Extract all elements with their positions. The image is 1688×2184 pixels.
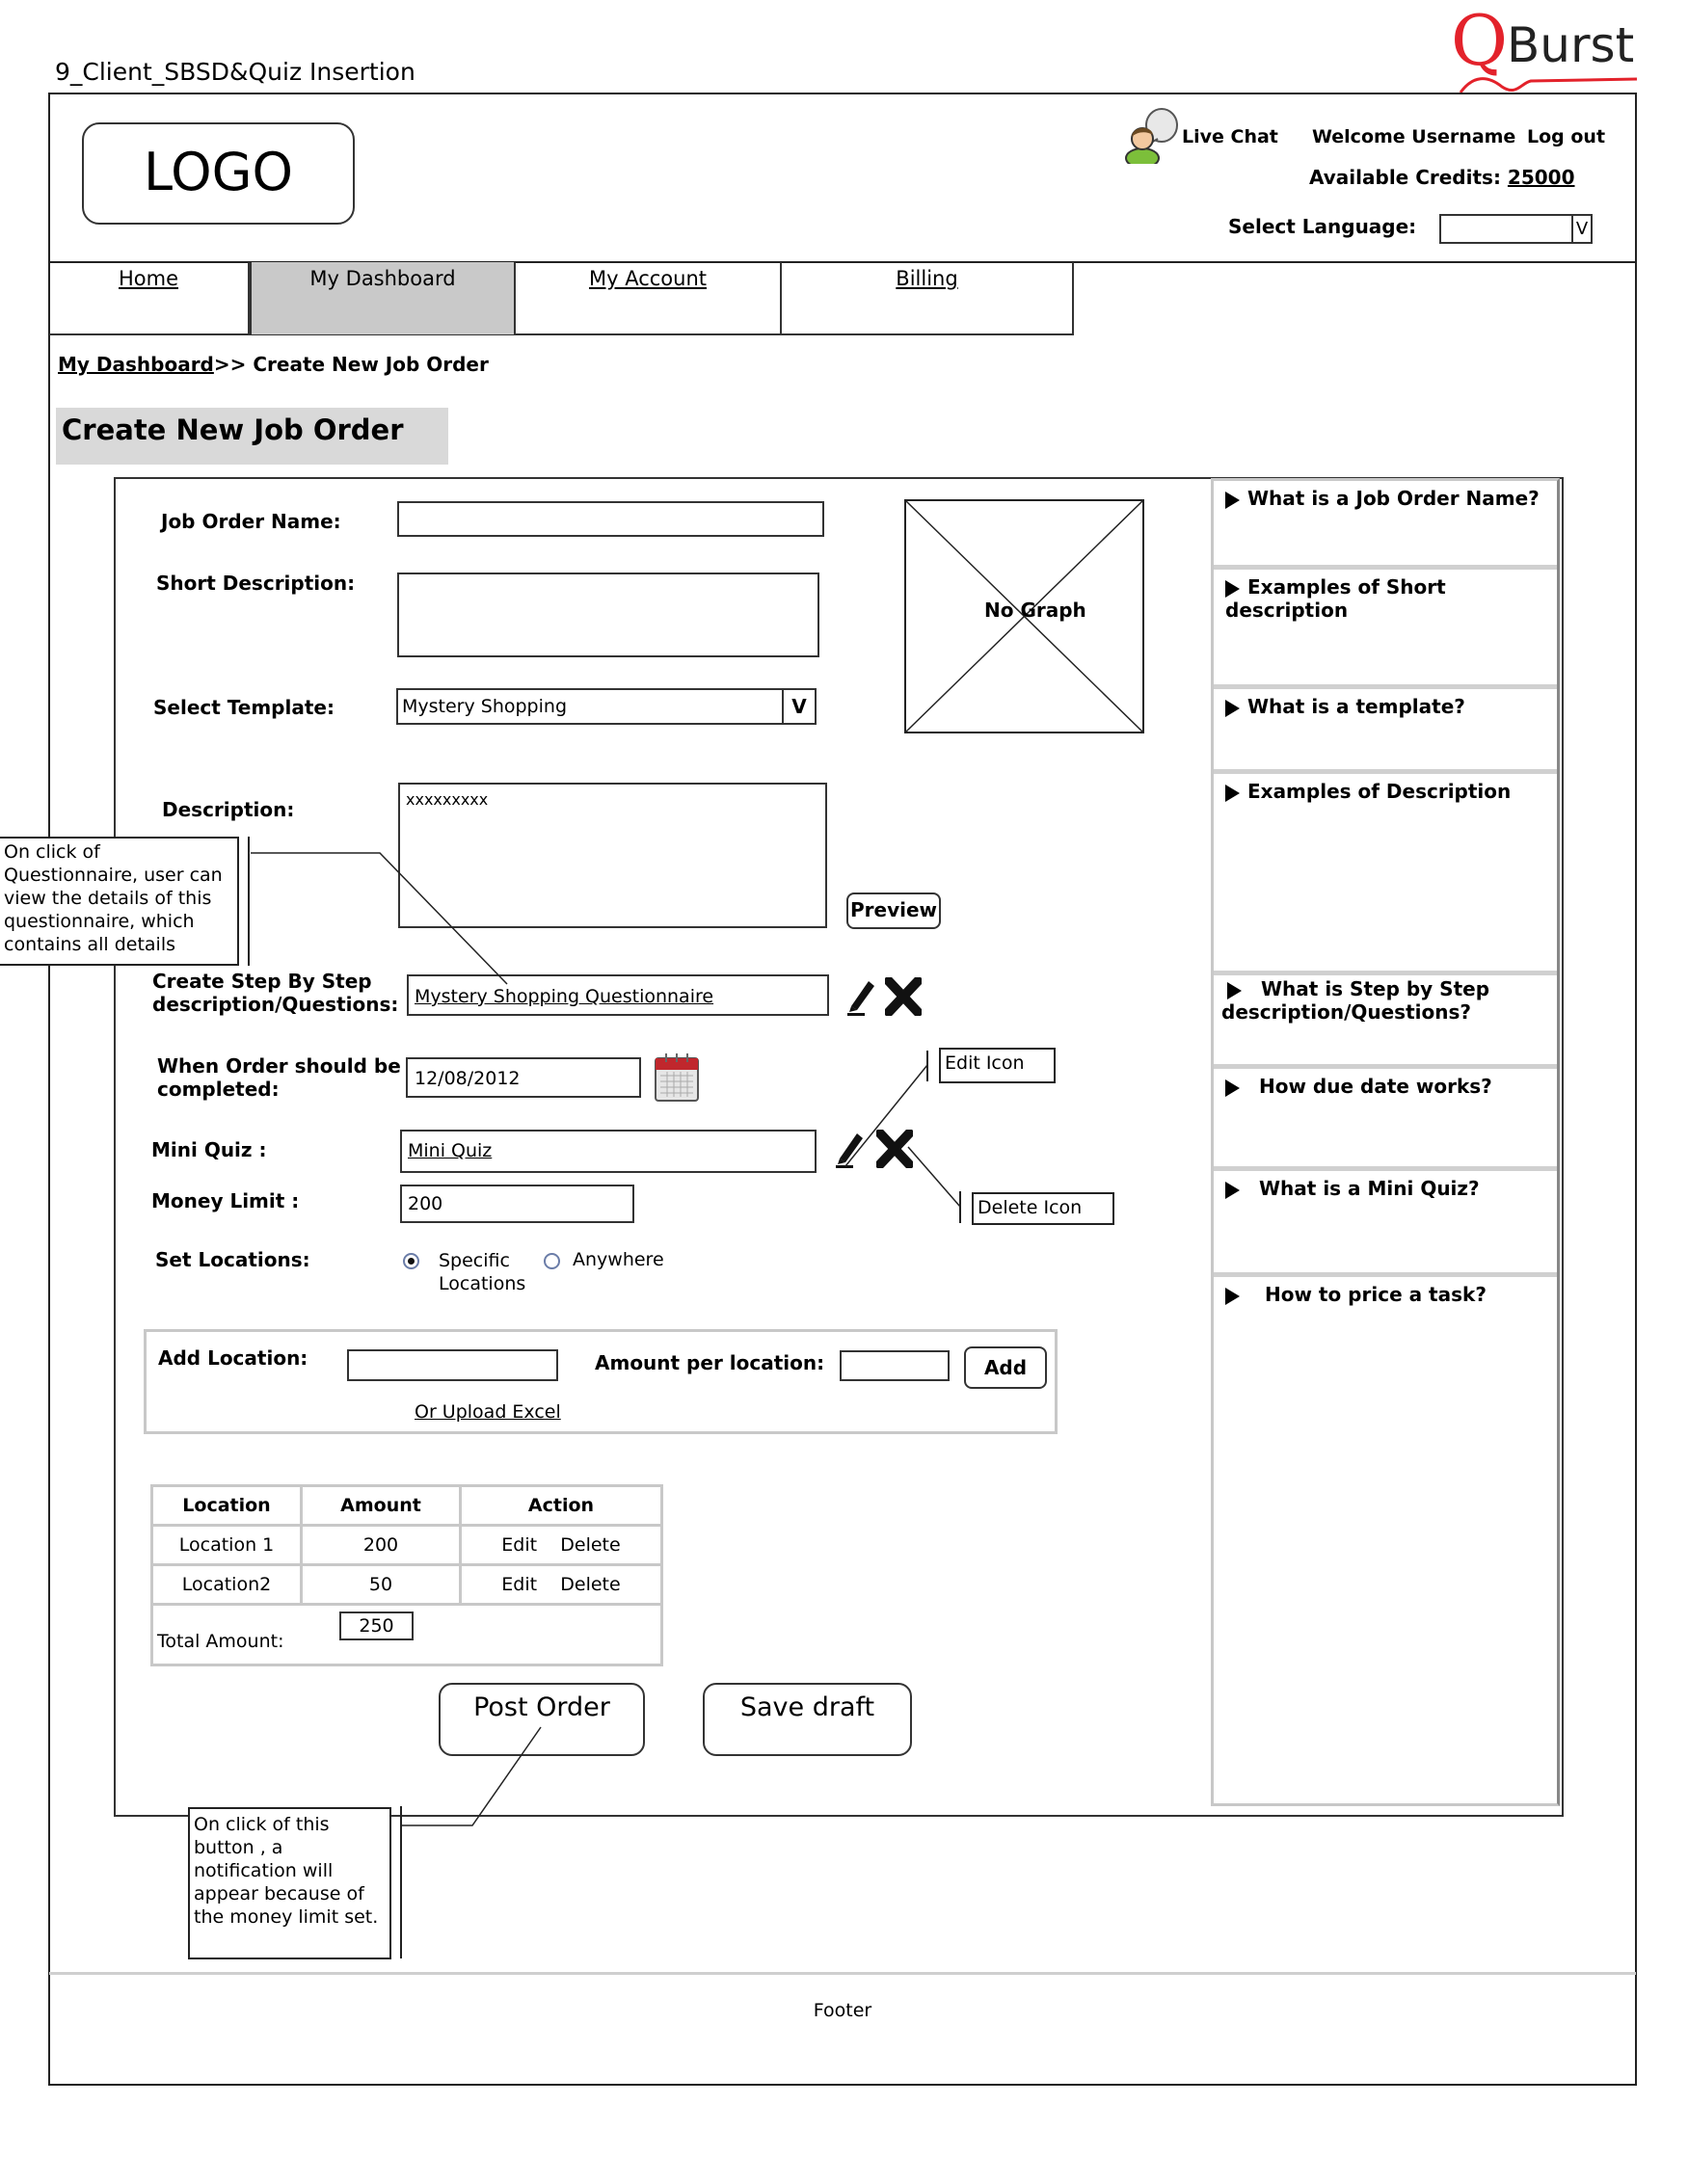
delete-link[interactable]: Delete (560, 1574, 621, 1595)
mini-quiz-link[interactable]: Mini Quiz (408, 1140, 493, 1161)
edit-pencil-icon[interactable] (845, 977, 876, 1016)
logout-link[interactable]: Log out (1527, 126, 1606, 147)
note-line: button , a (194, 1837, 283, 1858)
breadcrumb-current: Create New Job Order (246, 353, 489, 376)
post-order-annotation (188, 1807, 391, 1959)
nav-tab-home-label: Home (118, 267, 178, 290)
expand-arrow-icon (1225, 700, 1240, 717)
radio-selected-dot (408, 1258, 415, 1265)
delete-x-icon[interactable] (885, 977, 922, 1016)
set-locations-label: Set Locations: (155, 1248, 310, 1271)
due-date-label-line1: When Order should be (157, 1054, 401, 1078)
radio-specific-line1: Specific (439, 1250, 510, 1271)
logo-placeholder: LOGO (82, 122, 355, 225)
amount-cell: 200 (302, 1526, 461, 1565)
post-order-button[interactable]: Post Order (439, 1683, 645, 1756)
radio-specific-locations-label (439, 1249, 525, 1295)
nav-tab-my-account-label: My Account (588, 267, 707, 290)
qburst-swoosh-icon (1459, 66, 1637, 94)
total-amount-value: 250 (339, 1611, 414, 1640)
footer: Footer (813, 2000, 872, 2021)
help-item-label: Examples of Short description (1225, 575, 1446, 622)
help-item-label: How due date works? (1259, 1075, 1492, 1098)
edit-link[interactable]: Edit (501, 1574, 538, 1595)
mini-quiz-field (400, 1130, 817, 1173)
live-chat-icon[interactable] (1123, 108, 1181, 164)
money-limit-label: Money Limit : (151, 1189, 300, 1212)
help-item-short-description[interactable] (1214, 570, 1557, 689)
note-line: appear because of (194, 1883, 364, 1904)
amount-per-location-input[interactable] (840, 1350, 950, 1381)
add-location-panel (144, 1329, 1058, 1434)
table-header-row (152, 1486, 662, 1526)
help-item-due-date[interactable] (1214, 1069, 1557, 1171)
help-item-label: How to price a task? (1265, 1283, 1487, 1306)
total-amount-label: Total Amount: (157, 1631, 284, 1652)
available-credits (1309, 166, 1575, 189)
col-header-amount: Amount (302, 1486, 461, 1526)
chevron-down-icon[interactable]: V (1571, 216, 1591, 242)
help-item-price-task[interactable] (1214, 1277, 1557, 1803)
expand-arrow-icon (1225, 1182, 1240, 1199)
help-panel (1211, 478, 1560, 1806)
questionnaire-link[interactable]: Mystery Shopping Questionnaire (415, 986, 714, 1007)
total-cell (152, 1605, 662, 1665)
expand-arrow-icon (1225, 492, 1240, 509)
help-item-label: What is a Job Order Name? (1247, 487, 1540, 510)
chevron-down-icon[interactable]: V (782, 690, 815, 723)
note-line: Questionnaire, user can (4, 865, 223, 886)
note-line: notification will (194, 1860, 334, 1881)
help-item-label: Examples of Description (1247, 780, 1512, 803)
action-cell (461, 1565, 662, 1605)
job-order-name-input[interactable] (397, 501, 824, 537)
job-order-name-label: Job Order Name: (161, 510, 341, 533)
qburst-logo (1451, 0, 1635, 90)
nav-tab-billing[interactable] (782, 262, 1072, 334)
description-label: Description: (162, 798, 295, 821)
page-heading: Create New Job Order (62, 413, 404, 446)
locations-table-wrap (150, 1484, 663, 1666)
amount-cell: 50 (302, 1565, 461, 1605)
table-row (152, 1526, 662, 1565)
expand-arrow-icon (1225, 785, 1240, 802)
note-line: On click of this (194, 1814, 330, 1835)
step-by-step-label-line2: description/Questions: (152, 993, 399, 1016)
credits-label: Available Credits: (1309, 166, 1501, 189)
no-graph-text: No Graph (984, 599, 1086, 622)
note-line: On click of (4, 841, 100, 863)
expand-arrow-icon (1227, 982, 1242, 999)
template-select-value: Mystery Shopping (402, 696, 567, 717)
delete-link[interactable]: Delete (560, 1534, 621, 1556)
amount-per-location-label: Amount per location: (595, 1351, 825, 1374)
add-location-label: Add Location: (158, 1346, 308, 1370)
step-by-step-label (152, 970, 398, 1016)
col-header-location: Location (152, 1486, 302, 1526)
location-cell: Location 1 (152, 1526, 302, 1565)
due-date-label-line2: completed: (157, 1078, 280, 1101)
calendar-icon[interactable] (653, 1051, 703, 1105)
footer-divider (49, 1972, 1636, 1975)
description-value: xxxxxxxxx (406, 790, 489, 809)
help-item-label: What is a Mini Quiz? (1259, 1177, 1480, 1200)
note-line: contains all details (4, 934, 176, 955)
nav-tab-my-account[interactable] (516, 262, 782, 334)
template-label: Select Template: (153, 696, 335, 719)
radio-specific-line2: Locations (439, 1273, 526, 1294)
breadcrumb-separator: >> (213, 353, 247, 376)
due-date-value: 12/08/2012 (415, 1068, 521, 1089)
add-location-input[interactable] (347, 1349, 558, 1381)
breadcrumb (58, 353, 489, 376)
expand-arrow-icon (1225, 580, 1240, 598)
help-item-description[interactable] (1214, 774, 1557, 975)
due-date-label (157, 1054, 401, 1101)
location-cell: Location2 (152, 1565, 302, 1605)
edit-pencil-icon[interactable] (834, 1130, 865, 1168)
edit-link[interactable]: Edit (501, 1534, 538, 1556)
help-item-template[interactable] (1214, 689, 1557, 774)
expand-arrow-icon (1225, 1288, 1240, 1305)
help-item-label-line2: description/Questions? (1221, 1000, 1471, 1024)
qburst-logo-q: Q (1451, 0, 1509, 81)
questionnaire-annotation (0, 837, 239, 966)
description-textarea[interactable] (398, 783, 827, 928)
main-nav (49, 262, 1074, 335)
delete-icon-annotation: Delete Icon (972, 1192, 1114, 1225)
help-item-mini-quiz[interactable] (1214, 1171, 1557, 1277)
preview-button[interactable]: Preview (846, 892, 941, 929)
money-limit-input[interactable] (400, 1185, 634, 1223)
template-select[interactable] (396, 688, 817, 725)
radio-anywhere[interactable] (544, 1253, 560, 1269)
note-line: view the details of this (4, 888, 212, 909)
credits-value[interactable]: 25000 (1507, 166, 1575, 189)
nav-tab-my-dashboard-label: My Dashboard (309, 267, 456, 290)
radio-specific-locations[interactable] (403, 1253, 419, 1269)
table-total-row (152, 1605, 662, 1665)
radio-anywhere-label: Anywhere (573, 1249, 664, 1270)
mini-quiz-label: Mini Quiz : (151, 1138, 267, 1161)
edit-icon-annotation: Edit Icon (939, 1048, 1056, 1083)
language-select[interactable] (1439, 214, 1593, 244)
nav-tab-home[interactable] (49, 262, 250, 334)
breadcrumb-dashboard-link[interactable]: My Dashboard (58, 353, 214, 376)
nav-tab-my-dashboard[interactable] (250, 262, 516, 334)
save-draft-button[interactable]: Save draft (703, 1683, 912, 1756)
add-location-button[interactable]: Add (964, 1346, 1047, 1389)
questionnaire-field (407, 974, 829, 1016)
qburst-logo-text: Burst (1507, 17, 1635, 73)
col-header-action: Action (461, 1486, 662, 1526)
money-limit-value: 200 (408, 1193, 443, 1214)
step-by-step-label-line1: Create Step By Step (152, 970, 372, 993)
nav-tab-billing-label: Billing (896, 267, 958, 290)
help-item-label: What is a template? (1247, 695, 1465, 718)
graph-placeholder (904, 499, 1144, 733)
short-description-textarea[interactable] (397, 573, 819, 657)
upload-excel-link[interactable]: Or Upload Excel (415, 1401, 561, 1423)
help-item-label-line1: What is Step by Step (1261, 977, 1490, 1000)
help-item-job-order-name[interactable] (1214, 481, 1557, 570)
help-item-step-by-step[interactable] (1214, 975, 1557, 1069)
wireframe-title: 9_Client_SBSD&Quiz Insertion (55, 58, 415, 86)
expand-arrow-icon (1225, 1079, 1240, 1097)
language-label: Select Language: (1228, 215, 1417, 238)
note-line: questionnaire, which (4, 911, 195, 932)
delete-x-icon[interactable] (876, 1130, 913, 1168)
action-cell (461, 1526, 662, 1565)
page-heading-box (56, 408, 448, 465)
table-row (152, 1565, 662, 1605)
live-chat-link[interactable]: Live Chat (1182, 126, 1278, 147)
due-date-input[interactable] (406, 1057, 641, 1098)
note-line: the money limit set. (194, 1906, 379, 1928)
locations-table (150, 1484, 663, 1666)
short-description-label: Short Description: (156, 572, 356, 595)
welcome-username: Welcome Username (1312, 126, 1516, 147)
